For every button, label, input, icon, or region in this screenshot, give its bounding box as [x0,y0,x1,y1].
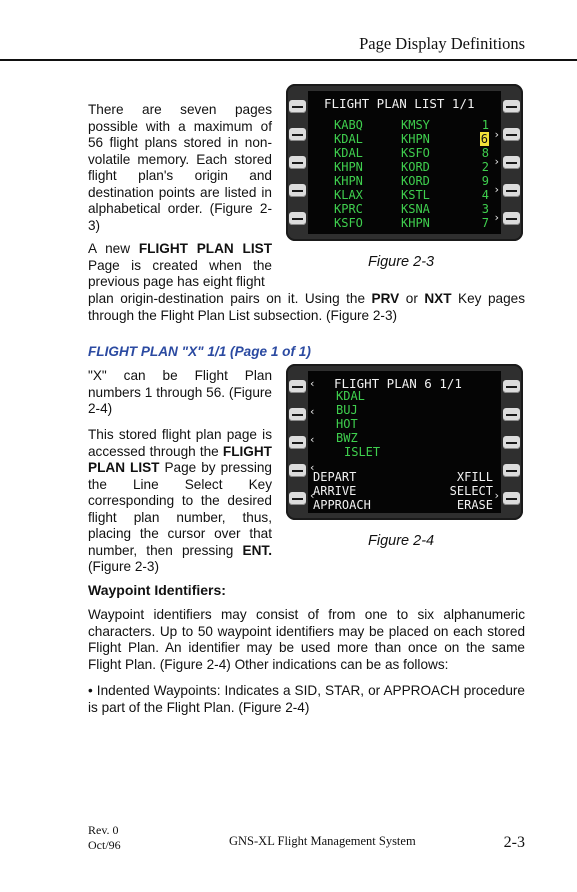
line-select-key-r5[interactable] [503,492,520,505]
line-select-key-r4[interactable] [503,184,520,197]
page-number: 2-3 [503,834,525,851]
approach-label: APPROACH [313,498,371,512]
line-select-key-l5[interactable] [289,212,306,225]
chevron-right-icon: › [493,155,500,168]
chevron-left-icon: ‹ [309,377,316,390]
section-paragraph-1: "X" can be Flight Plan numbers 1 through 56. (Figure 2-4) [88,368,272,416]
erase-label: ERASE [456,498,493,512]
indented-waypoints-bullet: • Indented Waypoints: Indicates a SID, STAR, or APPROACH procedure is part of the Flight Plan. (Figure 2-4) [88,683,525,715]
flight-plan-number[interactable]: 6 [480,132,488,146]
chevron-right-icon: › [493,183,500,196]
line-select-key-r1[interactable] [503,380,520,393]
line-select-key-r3[interactable] [503,156,520,169]
waypoint-identifier: KDAL [336,389,365,403]
flight-plan-number[interactable]: 1 [481,118,489,132]
waypoint-paragraph: Waypoint identifiers may consist of from one to six alphanumeric characters. Up to 50 waypoint identifiers may be placed on each stored Flight Plan. An identifier may be used more than once on the same Flight Plan. (Figure 2-4) Other indications can be as follows: [88,607,525,672]
chevron-right-icon: › [493,211,500,224]
destination-airport: KSTL [401,188,430,202]
line-select-key-l5[interactable] [289,492,306,505]
destination-airport: KHPN [401,216,430,230]
cdu-screen [308,371,501,513]
footer-revision [88,823,121,853]
waypoint-identifier: BWZ [336,431,358,445]
chevron-right-icon: › [493,489,500,502]
arrive-label: ARRIVE [313,484,357,498]
intro-paragraph: There are seven pages possible with a maximum of 56 flight plans stored in non-volatile memory. Each stored flight plan's origin and destination points are listed in alphabetical order. (Figure 2-3) [88,102,272,233]
figure-2-3-caption: Figure 2-3 [368,254,435,270]
line-select-key-l2[interactable] [289,128,306,141]
chevron-right-icon: › [493,128,500,141]
line-select-key-l4[interactable] [289,184,306,197]
waypoint-identifier: BUJ [336,403,358,417]
line-select-key-l3[interactable] [289,436,306,449]
destination-airport: KHPN [401,132,430,146]
cdu-screen [308,91,501,234]
revision-number: Rev. 0 [88,823,119,837]
figure-2-4-caption: Figure 2-4 [368,533,435,549]
line-select-key-l3[interactable] [289,156,306,169]
chevron-left-icon: ‹ [309,461,316,474]
flight-plan-number[interactable]: 2 [481,160,489,174]
page-header-title: Page Display Definitions [359,34,525,53]
destination-airport: KSFO [401,146,430,160]
line-select-key-r2[interactable] [503,128,520,141]
section-paragraph-2: This stored flight plan page is accessed through the FLIGHT PLAN LIST Page by pressing the Line Select Key corresponding to the desired flight plan number, thus, placing the cursor over that number, then pressing ENT. (Figure 2-3) [88,427,272,574]
destination-airport: KSNA [401,202,430,216]
section-heading: FLIGHT PLAN "X" 1/1 (Page 1 of 1) [88,344,311,359]
destination-airport: KMSY [401,118,430,132]
line-select-key-l2[interactable] [289,408,306,421]
flight-plan-number[interactable]: 7 [481,216,489,230]
screen-title: FLIGHT PLAN LIST 1/1 [324,96,475,111]
origin-airport: KPRC [334,202,363,216]
chevron-left-icon: ‹ [309,489,316,502]
waypoint-identifiers-heading: Waypoint Identifiers: [88,582,226,598]
select-label: SELECT [449,484,493,498]
flight-plan-number[interactable]: 3 [481,202,489,216]
intro-paragraph-3: plan origin-destination pairs on it. Using the PRV or NXT Key pages through the Flight Plan List subsection. (Figure 2-3) [88,291,526,323]
header-rule [0,59,577,61]
waypoint-identifier: HOT [336,417,358,431]
chevron-left-icon: ‹ [309,433,316,446]
origin-airport: KSFO [334,216,363,230]
flight-plan-number[interactable]: 4 [481,188,489,202]
line-select-key-r1[interactable] [503,100,520,113]
origin-airport: KDAL [334,146,363,160]
flight-plan-number[interactable]: 9 [481,174,489,188]
screen-title: FLIGHT PLAN 6 1/1 [334,376,462,391]
line-select-key-r3[interactable] [503,436,520,449]
flight-plan-list-display [286,84,523,241]
destination-airport: KORD [401,174,430,188]
origin-airport: KABQ [334,118,363,132]
line-select-key-r4[interactable] [503,464,520,477]
origin-airport: KDAL [334,132,363,146]
intro-paragraph-2: A new FLIGHT PLAN LIST Page is created when the previous page has eight flight [88,241,272,289]
revision-date: Oct/96 [88,838,121,852]
origin-airport: KLAX [334,188,363,202]
chevron-left-icon: ‹ [309,405,316,418]
line-select-key-r2[interactable] [503,408,520,421]
origin-airport: KHPN [334,174,363,188]
depart-label: DEPART [313,470,357,484]
line-select-key-l1[interactable] [289,380,306,393]
flight-plan-number[interactable]: 8 [481,146,489,160]
line-select-key-r5[interactable] [503,212,520,225]
waypoint-identifier-indented: ISLET [344,445,381,459]
destination-airport: KORD [401,160,430,174]
xfill-label: XFILL [456,470,493,484]
footer-title: GNS-XL Flight Management System [229,834,416,848]
flight-plan-display [286,364,523,520]
line-select-key-l4[interactable] [289,464,306,477]
line-select-key-l1[interactable] [289,100,306,113]
origin-airport: KHPN [334,160,363,174]
